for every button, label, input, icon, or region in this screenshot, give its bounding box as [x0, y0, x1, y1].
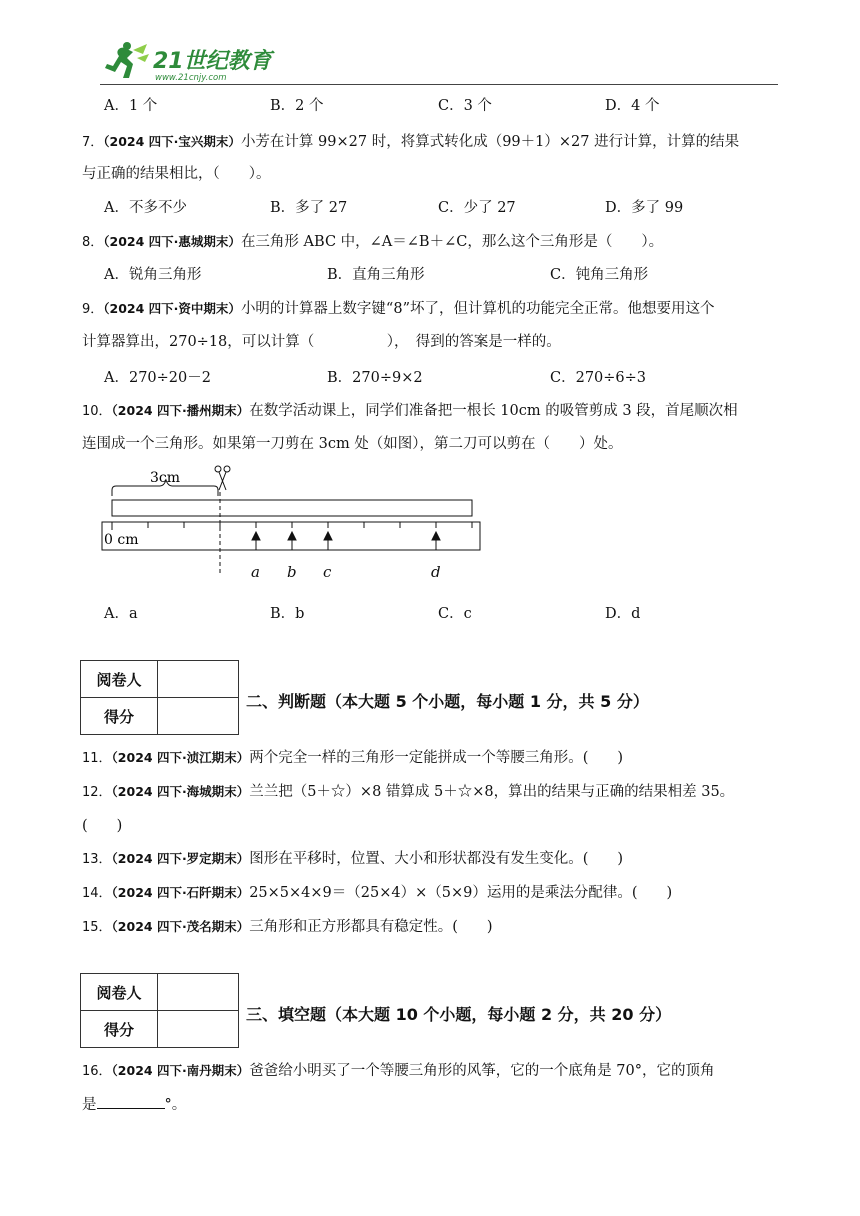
ruler-zero-label: 0 cm [104, 532, 139, 548]
q9-line1: 9．（2024 四下·资中期末）小明的计算器上数字键“8”坏了，但计算机的功能完全正常。他想要用这个 [82, 301, 715, 317]
site-logo [103, 40, 283, 84]
q14-line: 14．（2024 四下·石阡期末）25×5×4×9＝（25×4）×（5×9）运用的是乘法分配律。( ) [82, 885, 673, 901]
q8-line1: 8．（2024 四下·惠城期末）在三角形 ABC 中，∠A＝∠B＋∠C，那么这个三角形是（ ）。 [82, 234, 664, 250]
mark-c: c [323, 563, 332, 581]
q6-option-a: A．1 个 [104, 98, 158, 114]
q10-option-c: C．c [438, 606, 472, 622]
scissors-icon [215, 466, 230, 490]
q13-line: 13．（2024 四下·罗定期末）图形在平移时，位置、大小和形状都没有发生变化。( ) [82, 851, 624, 867]
mark-a: a [251, 563, 260, 581]
section3-title: 三、填空题（本大题 10 个小题，每小题 2 分，共 20 分） [246, 1005, 672, 1024]
q16-line2: 是 °。 [82, 1093, 186, 1114]
q9-line2: 计算器算出，270÷18，可以计算（ ）， 得到的答案是一样的。 [82, 334, 561, 350]
score-label: 得分 [81, 1011, 158, 1048]
q6-option-d: D．4 个 [605, 98, 660, 114]
q16-line1: 16．（2024 四下·南丹期末）爸爸给小明买了一个等腰三角形的风筝，它的一个底角是 70°，它的顶角 [82, 1063, 715, 1079]
q10-line1: 10．（2024 四下·播州期末）在数学活动课上，同学们准备把一根长 10cm 的吸管剪成 3 段，首尾顺次相 [82, 403, 738, 419]
q9-option-b: B．270÷9×2 [327, 370, 423, 386]
q10-line2: 连围成一个三角形。如果第一刀剪在 3cm 处（如图），第二刀可以剪在（ ）处。 [82, 436, 623, 452]
reviewer-label: 阅卷人 [81, 974, 158, 1011]
q16-answer-blank[interactable] [97, 1094, 165, 1109]
grade-box-section3 [80, 973, 239, 1048]
q10-option-b: B．b [270, 606, 305, 622]
q8-option-a: A．锐角三角形 [104, 267, 202, 283]
q6-option-c: C．3 个 [438, 98, 492, 114]
score-label: 得分 [81, 698, 158, 735]
straw [112, 500, 472, 516]
q6-option-b: B．2 个 [270, 98, 324, 114]
q12-line2: ( ) [82, 818, 123, 834]
header-rule [100, 84, 778, 85]
reviewer-cell[interactable] [158, 974, 239, 1011]
grade-box-section2 [80, 660, 239, 735]
q7-option-c: C．少了 27 [438, 200, 516, 216]
q7-line2: 与正确的结果相比，（ ）。 [82, 166, 271, 182]
svg-text:21世纪教育: 21世纪教育 [153, 49, 272, 74]
q12-line1: 12．（2024 四下·海城期末）兰兰把（5＋☆）×8 错算成 5＋☆×8，算出的结果与正确的结果相差 35。 [82, 784, 735, 800]
q7-option-b: B．多了 27 [270, 200, 348, 216]
score-cell[interactable] [158, 698, 239, 735]
q9-option-c: C．270÷6÷3 [550, 370, 647, 386]
q8-option-c: C．钝角三角形 [550, 267, 649, 283]
score-cell[interactable] [158, 1011, 239, 1048]
q7-option-d: D．多了 99 [605, 200, 684, 216]
cut-label: 3cm [150, 470, 181, 486]
reviewer-label: 阅卷人 [81, 661, 158, 698]
reviewer-cell[interactable] [158, 661, 239, 698]
q11-line: 11．（2024 四下·浈江期末）两个完全一样的三角形一定能拼成一个等腰三角形。( ) [82, 750, 624, 766]
mark-b: b [287, 563, 297, 581]
svg-text:www.21cnjy.com: www.21cnjy.com [155, 73, 227, 83]
q8-option-b: B．直角三角形 [327, 267, 425, 283]
q10-option-d: D．d [605, 606, 641, 622]
straw-ruler-figure [96, 462, 488, 586]
q7-line1: 7．（2024 四下·宝兴期末）小芳在计算 99×27 时，将算式转化成（99＋1）×27 进行计算，计算的结果 [82, 134, 740, 150]
section2-title: 二、判断题（本大题 5 个小题，每小题 1 分，共 5 分） [246, 692, 649, 711]
q10-option-a: A．a [104, 606, 138, 622]
q7-option-a: A．不多不少 [104, 200, 187, 216]
q9-option-a: A．270÷20－2 [104, 370, 211, 386]
q15-line: 15．（2024 四下·茂名期末）三角形和正方形都具有稳定性。( ) [82, 919, 493, 935]
mark-d: d [431, 563, 441, 581]
